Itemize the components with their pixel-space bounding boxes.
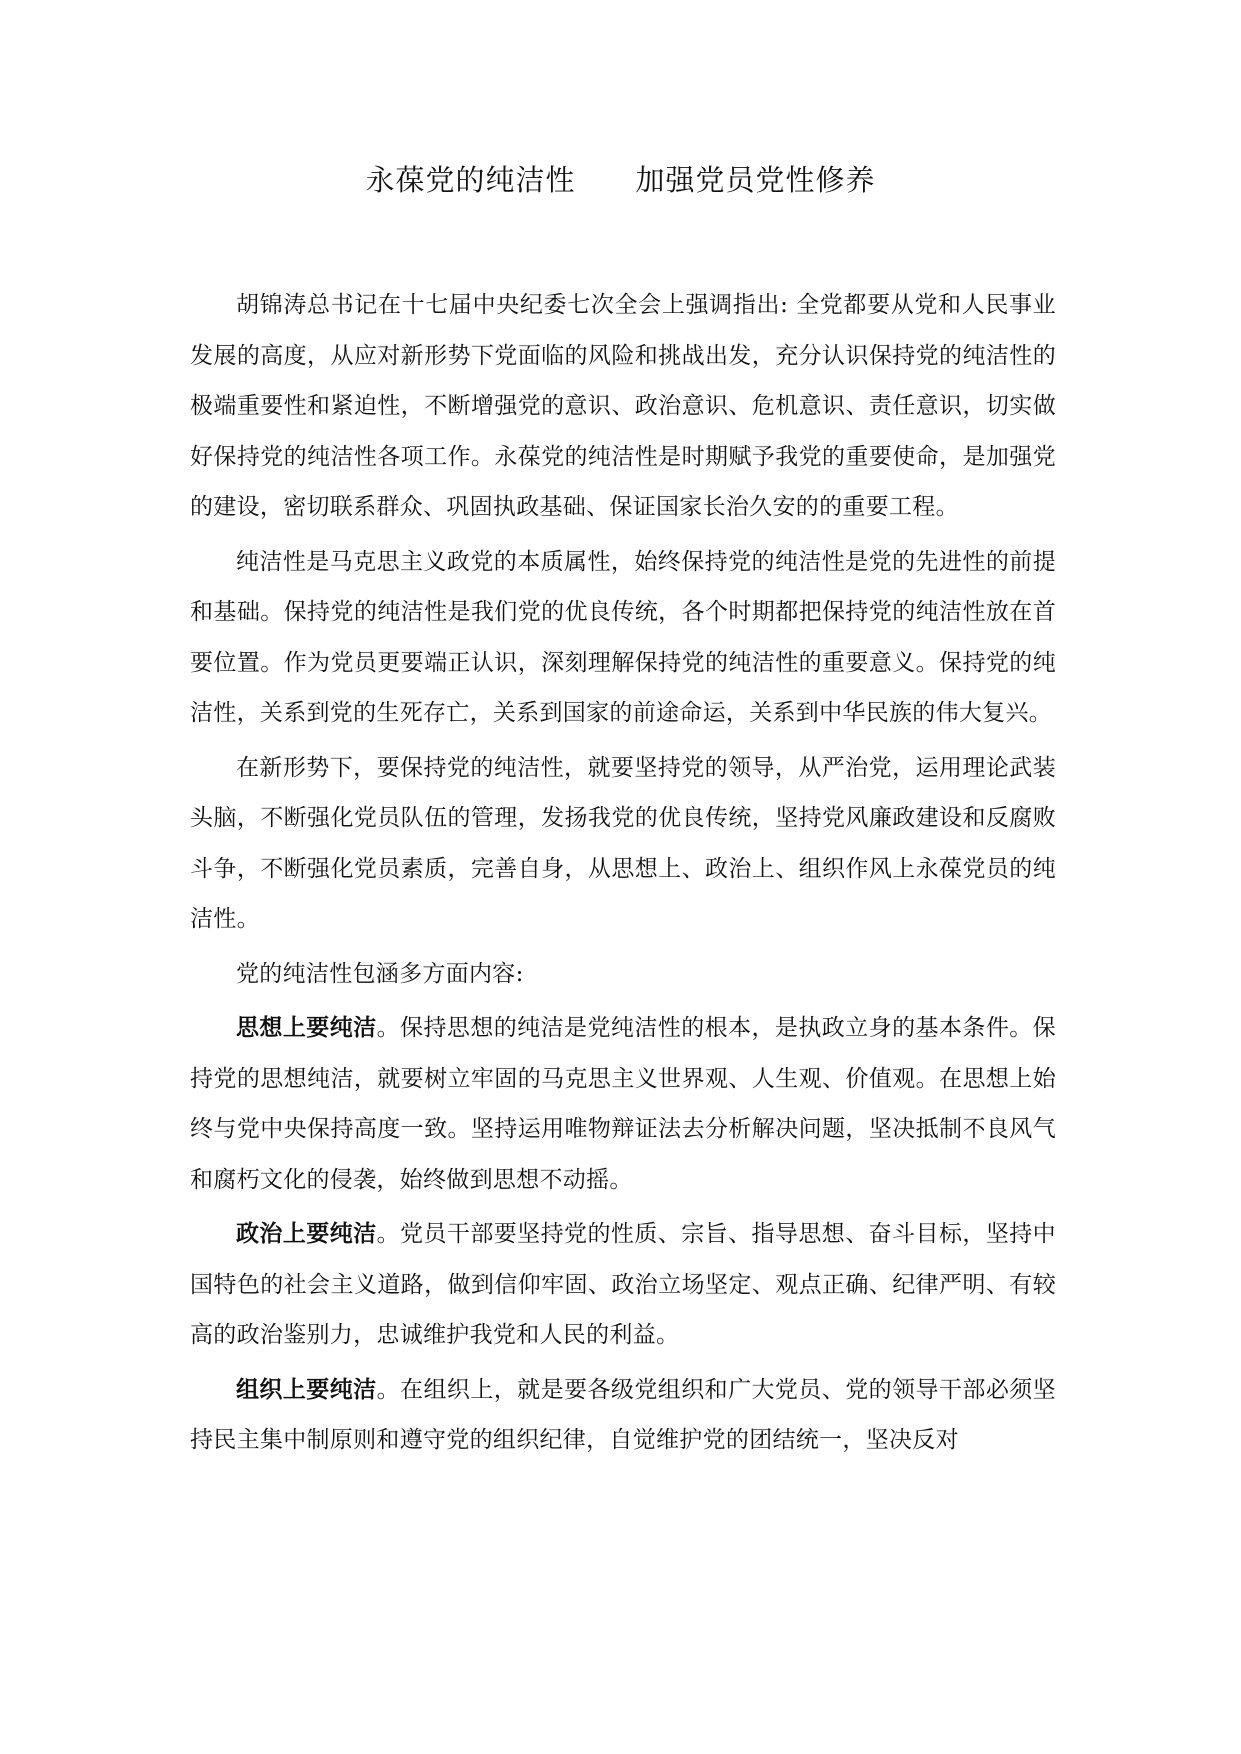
paragraph-text: 。党员干部要坚持党的性质、宗旨、指导思想、奋斗目标，坚持中国特色的社会主义道路，做到信仰牢固、政治立场坚定、观点正确、纪律严明、有较高的政治鉴别力，忠诚维护我党和人民的利益。 [190,1221,1056,1348]
paragraph-lead-heading: 组织上要纯洁 [236,1376,377,1403]
document-title: 永葆党的纯洁性 加强党员党性修养 [365,163,876,197]
paragraph-text: 。在组织上，就是要各级党组织和广大党员、党的领导干部必须坚持民主集中制原则和遵守党的组织纪律，自觉维护党的团结统一，坚决反对 [190,1376,1056,1453]
paragraph [190,537,1056,739]
paragraph [190,949,1056,1000]
paragraph-text: 。保持思想的纯洁是党纯洁性的根本，是执政立身的基本条件。保持党的思想纯洁，就要树立牢固的马克思主义世界观、人生观、价值观。在思想上始终与党中央保持高度一致。坚持运用唯物辩证法去分析解决问题，坚决抵制不良风气和腐朽文化的侵袭，始终做到思想不动摇。 [190,1015,1056,1193]
paragraph-text: 胡锦涛总书记在十七届中央纪委七次全会上强调指出: 全党都要从党和人民事业发展的高度，从应对新形势下党面临的风险和挑战出发，充分认识保持党的纯洁性的极端重要性和紧迫性，不断增强党的意识、政治意识、危机意识、责任意识，切实做好保持党的纯洁性各项工作。永葆党的纯洁性是时期赋予我党的重要使命，是加强党的建设，密切联系群众、巩固执政基础、保证国家长治久安的的重要工程。 [190,292,1056,520]
paragraph-lead-heading: 思想上要纯洁 [236,1015,377,1041]
paragraph-text: 在新形势下，要保持党的纯洁性，就要坚持党的领导，从严治党，运用理论武装头脑，不断强化党员队伍的管理，发扬我党的优良传统，坚持党风廉政建设和反腐败斗争，不断强化党员素质，完善自身，从思想上、政治上、组织作风上永葆党员的纯洁性。 [190,754,1056,932]
paragraph [190,1003,1056,1205]
paragraph [190,1365,1056,1466]
paragraph-lead-heading: 政治上要纯洁 [236,1221,377,1247]
paragraph-text: 纯洁性是马克思主义政党的本质属性，始终保持党的纯洁性是党的先进性的前提和基础。保持党的纯洁性是我们党的优良传统，各个时期都把保持党的纯洁性放在首要位置。作为党员更要端正认识，深刻理解保持党的纯洁性的重要意义。保持党的纯洁性，关系到党的生死存亡，关系到国家的前途命运，关系到中华民族的伟大复兴。 [190,548,1056,726]
paragraph-text: 党的纯洁性包涵多方面内容: [236,960,524,987]
paragraph [190,1209,1056,1361]
document-body [190,280,1056,1470]
paragraph [190,280,1056,533]
paragraph [190,743,1056,945]
